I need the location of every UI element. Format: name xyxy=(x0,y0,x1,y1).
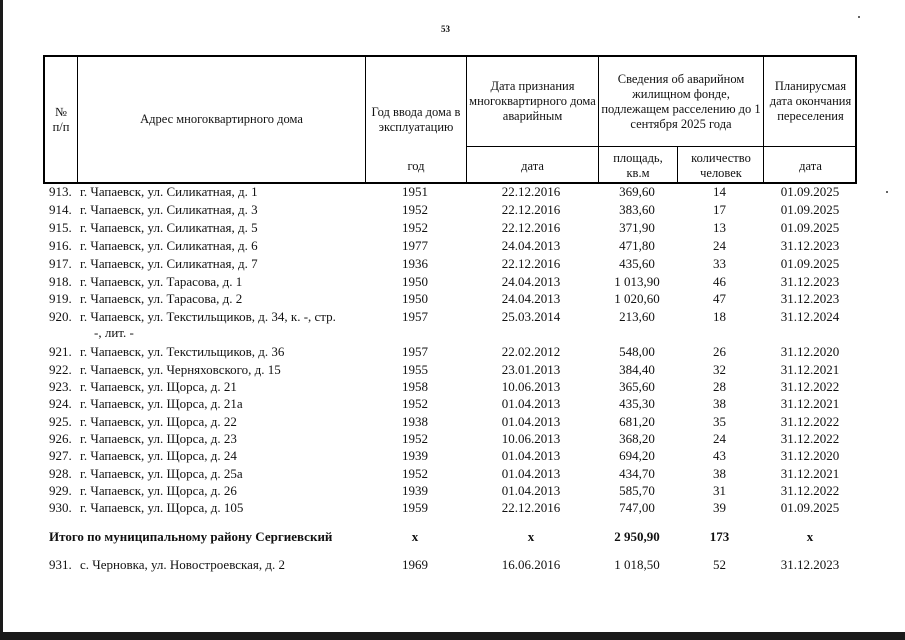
subheader-area: площадь, кв.м xyxy=(613,151,663,180)
row-end-date: 31.12.2023 xyxy=(780,238,840,253)
row-year: 1952 xyxy=(402,220,428,235)
row-number: 916. xyxy=(49,238,72,253)
row-address: г. Чапаевск, ул. Силикатная, д. 7 xyxy=(80,256,258,271)
row-address: г. Чапаевск, ул. Щорса, д. 105 xyxy=(80,500,244,515)
row-year: 1957 xyxy=(402,344,428,359)
row-people: 38 xyxy=(713,396,726,411)
scan-speck xyxy=(858,16,860,18)
row-end-date: 01.09.2025 xyxy=(780,500,840,515)
row-end-date: 31.12.2022 xyxy=(780,483,840,498)
row-year: 1939 xyxy=(402,448,428,463)
row-people: 38 xyxy=(713,466,726,481)
row-people: 52 xyxy=(713,557,726,572)
row-year: 1936 xyxy=(402,256,428,271)
row-end-date: 31.12.2021 xyxy=(780,396,840,411)
row-number: 928. xyxy=(49,466,72,481)
row-date: 22.12.2016 xyxy=(501,220,561,235)
row-end-date: 31.12.2023 xyxy=(780,557,840,572)
subheader-end-date: дата xyxy=(799,158,822,173)
scan-edge-bottom xyxy=(0,632,905,640)
row-number: 923. xyxy=(49,379,72,394)
row-end-date: 31.12.2024 xyxy=(780,309,840,324)
row-number: 926. xyxy=(49,431,72,446)
row-year: 1959 xyxy=(402,500,428,515)
subheader-date: дата xyxy=(521,158,544,173)
row-area: 365,60 xyxy=(619,379,655,394)
row-number: 915. xyxy=(49,220,72,235)
row-address: г. Чапаевск, ул. Силикатная, д. 3 xyxy=(80,202,258,217)
row-date: 01.04.2013 xyxy=(501,396,561,411)
row-date: 01.04.2013 xyxy=(501,414,561,429)
row-number: 918. xyxy=(49,274,72,289)
row-year: 1955 xyxy=(402,362,428,377)
row-people: 13 xyxy=(713,220,726,235)
row-people: 31 xyxy=(713,483,726,498)
row-end-date: 31.12.2020 xyxy=(780,448,840,463)
row-address-continued: -, лит. - xyxy=(94,325,134,340)
total-area: 2 950,90 xyxy=(614,529,660,544)
row-people: 28 xyxy=(713,379,726,394)
row-year: 1952 xyxy=(402,466,428,481)
row-number: 914. xyxy=(49,202,72,217)
subheader-year: год xyxy=(407,158,425,173)
scan-edge-left xyxy=(0,0,3,640)
row-year: 1950 xyxy=(402,291,428,306)
row-end-date: 01.09.2025 xyxy=(780,220,840,235)
row-area: 368,20 xyxy=(619,431,655,446)
row-number: 913. xyxy=(49,184,72,199)
table-header xyxy=(43,55,857,184)
row-date: 23.01.2013 xyxy=(501,362,561,377)
header-num: № п/п xyxy=(52,104,70,134)
row-date: 22.12.2016 xyxy=(501,184,561,199)
row-people: 46 xyxy=(713,274,726,289)
row-area: 548,00 xyxy=(619,344,655,359)
row-area: 1 013,90 xyxy=(614,274,660,289)
row-end-date: 31.12.2023 xyxy=(780,274,840,289)
row-address: г. Чапаевск, ул. Щорса, д. 21а xyxy=(80,396,243,411)
row-date: 24.04.2013 xyxy=(501,274,561,289)
row-people: 26 xyxy=(713,344,726,359)
row-address: г. Чапаевск, ул. Щорса, д. 26 xyxy=(80,483,237,498)
row-address: г. Чапаевск, ул. Щорса, д. 21 xyxy=(80,379,237,394)
row-people: 32 xyxy=(713,362,726,377)
row-year: 1938 xyxy=(402,414,428,429)
row-area: 383,60 xyxy=(619,202,655,217)
row-end-date: 31.12.2020 xyxy=(780,344,840,359)
row-people: 39 xyxy=(713,500,726,515)
row-year: 1939 xyxy=(402,483,428,498)
row-area: 384,40 xyxy=(619,362,655,377)
subheader-people: количество человек xyxy=(691,151,751,180)
row-date: 01.04.2013 xyxy=(501,483,561,498)
row-end-date: 01.09.2025 xyxy=(780,184,840,199)
total-label: Итого по муниципальному району Сергиевский xyxy=(49,529,333,544)
row-area: 681,20 xyxy=(619,414,655,429)
row-address: г. Чапаевск, ул. Текстильщиков, д. 36 xyxy=(80,344,285,359)
row-date: 22.02.2012 xyxy=(501,344,561,359)
header-year-built: Год ввода дома в эксплуатацию xyxy=(371,104,461,134)
row-year: 1952 xyxy=(402,396,428,411)
total-date: х xyxy=(527,529,535,544)
row-end-date: 31.12.2022 xyxy=(780,414,840,429)
row-end-date: 01.09.2025 xyxy=(780,256,840,271)
row-date: 01.04.2013 xyxy=(501,448,561,463)
row-end-date: 31.12.2021 xyxy=(780,362,840,377)
row-year: 1952 xyxy=(402,431,428,446)
row-date: 01.04.2013 xyxy=(501,466,561,481)
row-address: г. Чапаевск, ул. Тарасова, д. 1 xyxy=(80,274,243,289)
row-address: г. Чапаевск, ул. Силикатная, д. 5 xyxy=(80,220,258,235)
row-area: 213,60 xyxy=(619,309,655,324)
row-year: 1952 xyxy=(402,202,428,217)
row-date: 22.12.2016 xyxy=(501,202,561,217)
row-year: 1950 xyxy=(402,274,428,289)
row-date: 16.06.2016 xyxy=(501,557,561,572)
header-date-recognized: Дата признания многоквартирного дома аварийным xyxy=(469,79,596,123)
row-number: 922. xyxy=(49,362,72,377)
row-address: г. Чапаевск, ул. Щорса, д. 23 xyxy=(80,431,237,446)
row-date: 22.12.2016 xyxy=(501,256,561,271)
row-address: с. Черновка, ул. Новостроевская, д. 2 xyxy=(80,557,286,572)
row-area: 371,90 xyxy=(619,220,655,235)
row-people: 47 xyxy=(713,291,726,306)
row-year: 1977 xyxy=(402,238,428,253)
row-address: г. Чапаевск, ул. Силикатная, д. 1 xyxy=(80,184,258,199)
row-end-date: 31.12.2023 xyxy=(780,291,840,306)
row-people: 35 xyxy=(713,414,726,429)
row-number: 930. xyxy=(49,500,72,515)
row-date: 22.12.2016 xyxy=(501,500,561,515)
row-number: 927. xyxy=(49,448,72,463)
row-number: 931. xyxy=(49,557,72,572)
row-people: 43 xyxy=(713,448,726,463)
row-year: 1969 xyxy=(402,557,428,572)
row-people: 18 xyxy=(713,309,726,324)
row-people: 24 xyxy=(713,431,726,446)
header-planned-end: Планирусмая дата окончания переселения xyxy=(769,79,852,123)
row-address: г. Чапаевск, ул. Черняховского, д. 15 xyxy=(80,362,281,377)
row-end-date: 31.12.2022 xyxy=(780,431,840,446)
row-address: г. Чапаевск, ул. Щорса, д. 22 xyxy=(80,414,237,429)
row-year: 1958 xyxy=(402,379,428,394)
row-date: 10.06.2013 xyxy=(501,431,561,446)
row-people: 17 xyxy=(713,202,726,217)
row-number: 924. xyxy=(49,396,72,411)
row-end-date: 01.09.2025 xyxy=(780,202,840,217)
row-number: 920. xyxy=(49,309,72,324)
row-number: 917. xyxy=(49,256,72,271)
row-date: 24.04.2013 xyxy=(501,238,561,253)
row-people: 24 xyxy=(713,238,726,253)
row-address: г. Чапаевск, ул. Силикатная, д. 6 xyxy=(80,238,258,253)
header-emergency-info: Сведения об аварийном жилищном фонде, подлежащем расселению до 1 сентября 2025 года xyxy=(601,71,761,131)
row-address: г. Чапаевск, ул. Тарасова, д. 2 xyxy=(80,291,243,306)
row-end-date: 31.12.2022 xyxy=(780,379,840,394)
total-people: 173 xyxy=(709,529,730,544)
row-address: г. Чапаевск, ул. Щорса, д. 24 xyxy=(80,448,237,463)
row-address: г. Чапаевск, ул. Текстильщиков, д. 34, к. -, стр. xyxy=(80,309,336,324)
row-area: 1 020,60 xyxy=(614,291,660,306)
row-area: 435,60 xyxy=(619,256,655,271)
row-date: 24.04.2013 xyxy=(501,291,561,306)
row-number: 925. xyxy=(49,414,72,429)
row-area: 747,00 xyxy=(619,500,655,515)
total-year: х xyxy=(411,529,419,544)
row-area: 434,70 xyxy=(619,466,655,481)
header-address: Адрес многоквартирного дома xyxy=(140,112,303,126)
row-area: 471,80 xyxy=(619,238,655,253)
page-number: 53 xyxy=(441,24,450,34)
row-area: 1 018,50 xyxy=(614,557,660,572)
row-number: 921. xyxy=(49,344,72,359)
row-date: 10.06.2013 xyxy=(501,379,561,394)
row-end-date: 31.12.2021 xyxy=(780,466,840,481)
total-end-date: х xyxy=(806,529,814,544)
row-address: г. Чапаевск, ул. Щорса, д. 25а xyxy=(80,466,243,481)
row-number: 929. xyxy=(49,483,72,498)
row-area: 435,30 xyxy=(619,396,655,411)
row-people: 14 xyxy=(713,184,726,199)
row-year: 1951 xyxy=(402,184,428,199)
row-area: 369,60 xyxy=(619,184,655,199)
row-year: 1957 xyxy=(402,309,428,324)
row-area: 585,70 xyxy=(619,483,655,498)
scan-speck xyxy=(886,191,888,193)
row-area: 694,20 xyxy=(619,448,655,463)
row-people: 33 xyxy=(713,256,726,271)
row-number: 919. xyxy=(49,291,72,306)
row-date: 25.03.2014 xyxy=(501,309,561,324)
